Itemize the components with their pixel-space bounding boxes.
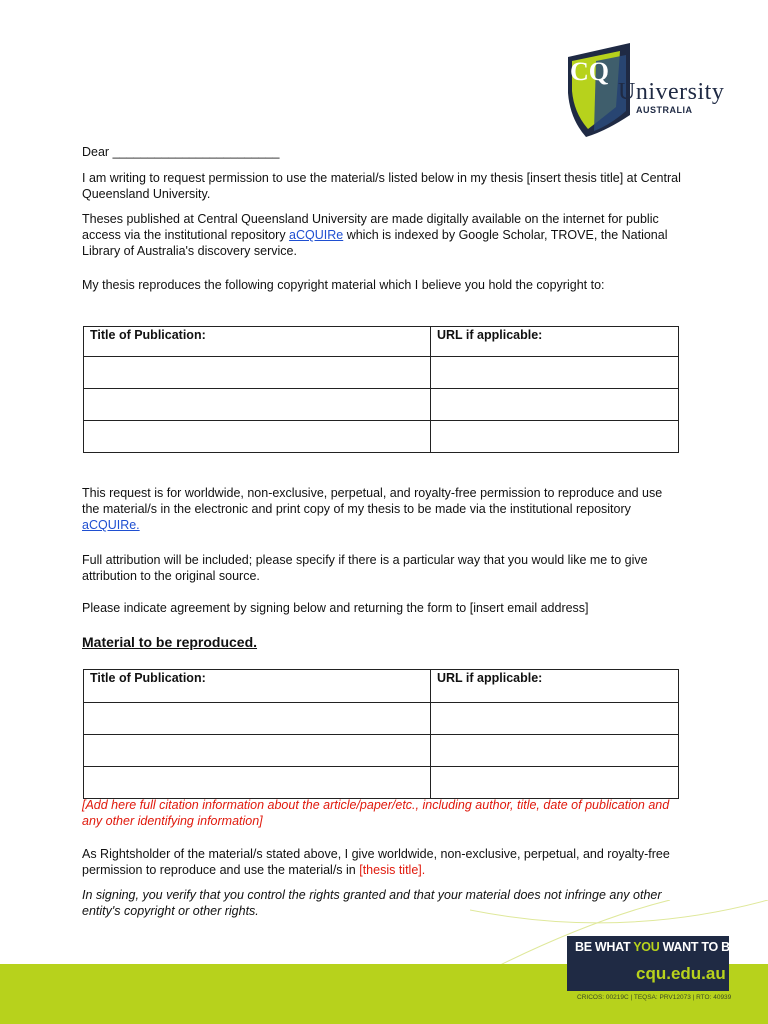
title-cell[interactable]	[84, 735, 431, 767]
paragraph-rightsholder	[82, 846, 682, 878]
url-cell[interactable]	[431, 389, 679, 421]
site-link[interactable]: cqu.edu.au	[636, 964, 726, 983]
acquire-link[interactable]: aCQUIRe	[289, 228, 344, 242]
publication-table-1	[83, 326, 679, 453]
table-header-row	[84, 327, 679, 357]
logo-australia: AUSTRALIA	[636, 105, 693, 115]
table-row	[84, 703, 679, 735]
section-heading: Material to be reproduced.	[82, 634, 258, 650]
paragraph-request: I am writing to request permission to use the material/s listed below in my thesis [insert thesis title] at Central Queensland University.	[82, 171, 681, 201]
col-url-header: URL if applicable:	[431, 327, 679, 357]
paragraph-permission	[82, 485, 682, 533]
title-cell[interactable]	[84, 767, 431, 799]
url-cell[interactable]	[431, 421, 679, 453]
table-row	[84, 421, 679, 453]
citation-note: [Add here full citation information about the article/paper/etc., including author, title, date of publication and any other identifying information]	[82, 798, 670, 828]
cqu-logo	[566, 43, 746, 143]
title-cell[interactable]	[84, 357, 431, 389]
slogan-text-a: BE WHAT	[575, 940, 634, 954]
table-header-row	[84, 670, 679, 703]
col-title-header: Title of Publication:	[84, 670, 431, 703]
thesis-title-placeholder: [thesis title].	[359, 863, 426, 877]
col-title-header: Title of Publication:	[84, 327, 431, 357]
acquire-link-2[interactable]: aCQUIRe.	[82, 518, 140, 532]
paragraph-repository-text-end: which is indexed by Google Scholar, TROVE, the National Library of Australia's discovery service.	[82, 228, 668, 258]
paragraph-attribution: Full attribution will be included; please specify if there is a particular way that you would like me to give attribution to the original source.	[82, 553, 648, 583]
url-cell[interactable]	[431, 767, 679, 799]
paragraph-reproduces: My thesis reproduces the following copyright material which I believe you hold the copyright to:	[82, 278, 605, 292]
col-url-header: URL if applicable:	[431, 670, 679, 703]
table-row	[84, 735, 679, 767]
title-cell[interactable]	[84, 703, 431, 735]
url-cell[interactable]	[431, 735, 679, 767]
publication-table-2	[83, 669, 679, 799]
url-cell[interactable]	[431, 703, 679, 735]
slogan	[575, 940, 738, 954]
paragraph-agreement: Please indicate agreement by signing below and returning the form to [insert email address]	[82, 601, 589, 615]
salutation: Dear ________________________	[82, 145, 280, 159]
title-cell[interactable]	[84, 421, 431, 453]
table-row	[84, 357, 679, 389]
site-box	[632, 961, 728, 988]
slogan-you: YOU	[633, 940, 660, 954]
paragraph-permission-text: This request is for worldwide, non-exclusive, perpetual, and royalty-free permission to reproduce and use the material/s in the electronic and print copy of my thesis to be made via the institutional repository	[82, 486, 663, 516]
logo-university: University	[618, 79, 725, 105]
table-row	[84, 767, 679, 799]
table-row	[84, 389, 679, 421]
paragraph-signing: In signing, you verify that you control the rights granted and that your material does not infringe any other entity's copyright or other rights.	[82, 888, 662, 918]
footer-codes: CRICOS: 00219C | TEQSA: PRV12073 | RTO: 40939	[577, 994, 732, 1001]
slogan-text-b: WANT TO BE	[659, 940, 738, 954]
paragraph-repository-text: Theses published at Central Queensland University are made digitally available on the internet for public access via the institutional repository	[82, 212, 659, 242]
paragraph-rightsholder-text: As Rightsholder of the material/s stated above, I give worldwide, non-exclusive, perpetual, and royalty-free permission to reproduce and use the material/s in	[82, 847, 670, 877]
logo-cq: CQ	[570, 57, 609, 86]
title-cell[interactable]	[84, 389, 431, 421]
url-cell[interactable]	[431, 357, 679, 389]
paragraph-repository	[82, 211, 682, 259]
